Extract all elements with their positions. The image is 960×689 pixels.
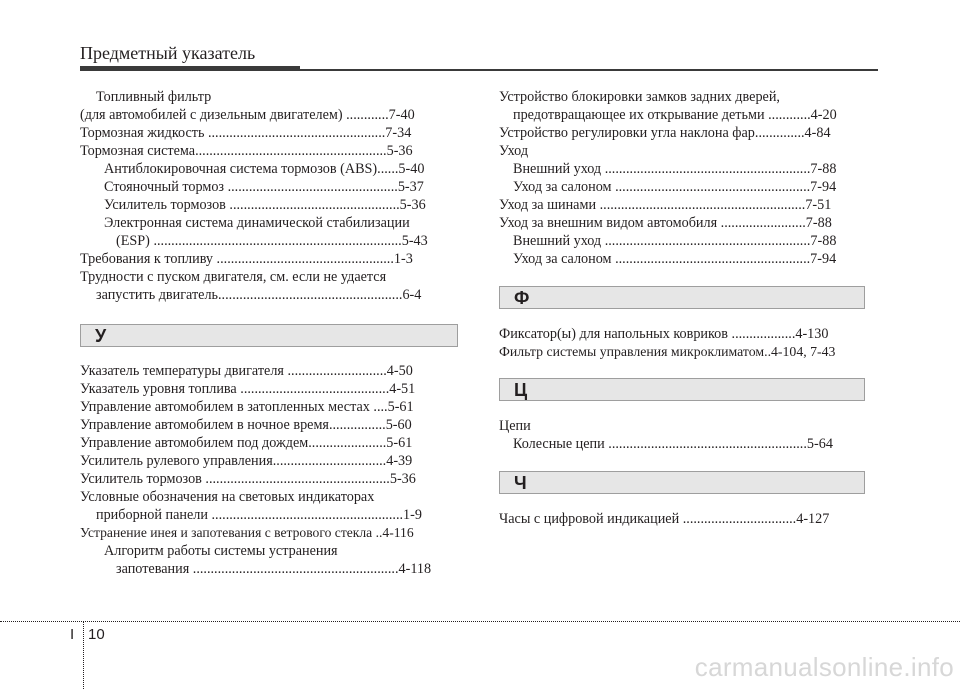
index-entry: Тормозная жидкость ..................................................7-34: [80, 125, 412, 141]
index-entry: приборной панели ......................................................1-9: [96, 507, 422, 523]
index-entry: Устранение инея и запотевания с ветрового стекла ..4-116: [80, 525, 414, 540]
index-subentry: запотевания ..........................................................4-118: [116, 561, 432, 577]
index-entry: Устройство блокировки замков задних дверей,: [499, 89, 780, 105]
section-letter: У: [95, 326, 107, 346]
section-header-ts: [499, 378, 865, 401]
index-subentry: Алгоритм работы системы устранения: [104, 543, 338, 559]
header-bar-thin: [300, 69, 878, 71]
page-title: Предметный указатель: [80, 43, 256, 63]
index-entry: Указатель температуры двигателя ............................4-50: [80, 363, 413, 379]
index-entry: Трудности с пуском двигателя, см. если не удается: [80, 269, 387, 285]
section-letter: Ч: [514, 473, 527, 493]
header-bar-thick: [80, 66, 300, 71]
index-entry: Условные обозначения на световых индикаторах: [80, 489, 375, 505]
index-entry: (для автомобилей с дизельным двигателем) ............7-40: [80, 107, 415, 123]
index-subentry: (ESP) ......................................................................5-43: [116, 233, 428, 249]
index-entry: Фильтр системы управления микроклиматом..4-104, 7-43: [499, 344, 836, 359]
section-letter: Ф: [514, 288, 530, 308]
index-entry: запустить двигатель....................................................6-4: [96, 287, 422, 303]
index-entry: Топливный фильтр: [96, 89, 212, 105]
index-entry: предотвращающее их открывание детьми ............4-20: [513, 107, 837, 123]
index-entry: Уход за внешним видом автомобиля ........................7-88: [499, 215, 832, 231]
index-subentry: Электронная система динамической стабилизации: [104, 215, 410, 231]
index-subentry: Колесные цепи ........................................................5-64: [513, 436, 833, 452]
index-entry: Уход за шинами ..........................................................7-51: [499, 197, 832, 213]
index-entry: Часы с цифровой индикацией ................................4-127: [499, 511, 830, 527]
index-subentry: Антиблокировочная система тормозов (ABS)......5-40: [104, 161, 425, 177]
index-entry: Управление автомобилем в ночное время................5-60: [80, 417, 412, 433]
index-entry: Усилитель тормозов ....................................................5-36: [80, 471, 416, 487]
section-header-u: [80, 324, 458, 347]
footer-divider: [0, 621, 960, 622]
index-entry: Уход: [499, 143, 529, 159]
chapter-number: I: [70, 626, 75, 643]
section-header-f: [499, 286, 865, 309]
index-entry: Цепи: [499, 418, 531, 434]
section-letter: Ц: [514, 380, 528, 400]
index-subentry: Уход за салоном .......................................................7-94: [513, 251, 837, 267]
index-subentry: Уход за салоном .......................................................7-94: [513, 179, 837, 195]
index-entry: Усилитель рулевого управления................................4-39: [80, 453, 413, 469]
index-entry: Фиксатор(ы) для напольных ковриков ..................4-130: [499, 326, 829, 342]
index-entry: Требования к топливу ..................................................1-3: [80, 251, 413, 267]
index-subentry: Стояночный тормоз ................................................5-37: [104, 179, 424, 195]
index-entry: Устройство регулировки угла наклона фар..............4-84: [499, 125, 831, 141]
section-header-ch: [499, 471, 865, 494]
index-entry: Управление автомобилем под дождем......................5-61: [80, 435, 413, 451]
index-entry: Тормозная система......................................................5-36: [80, 143, 413, 159]
index-entry: Указатель уровня топлива ..........................................4-51: [80, 381, 416, 397]
index-subentry: Внешний уход ..........................................................7-88: [513, 233, 837, 249]
page-number: 10: [88, 626, 105, 643]
index-entry: Управление автомобилем в затопленных местах ....5-61: [80, 399, 414, 415]
index-subentry: Внешний уход ..........................................................7-88: [513, 161, 837, 177]
index-subentry: Усилитель тормозов ................................................5-36: [104, 197, 426, 213]
footer-vertical-divider: [83, 621, 84, 689]
watermark: carmanualsonline.info: [694, 652, 954, 682]
